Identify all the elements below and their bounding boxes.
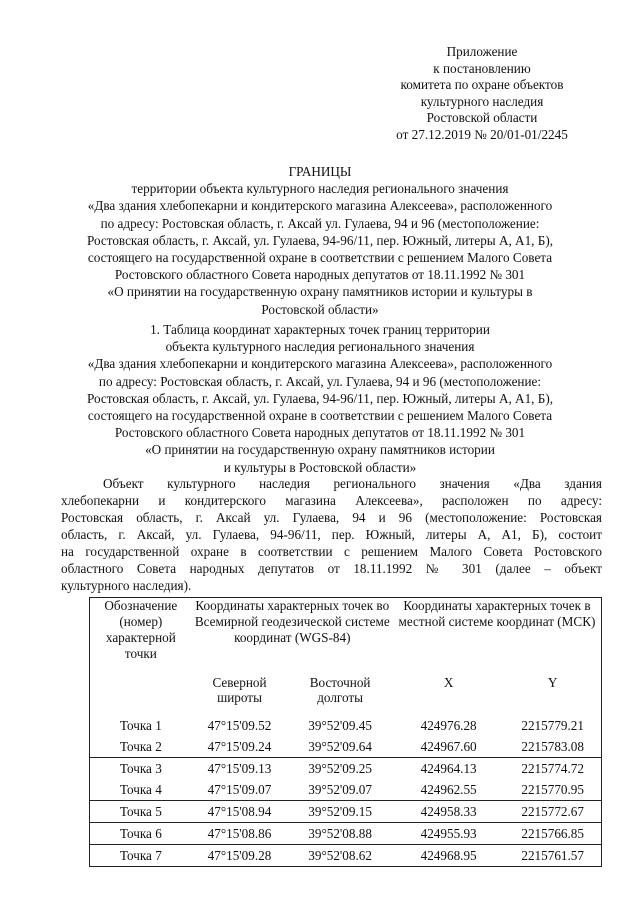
cell-lat: 47°15'08.86 [192,823,288,845]
appendix-line: к постановлению [433,60,531,76]
title-line: «Два здания хлебопекарни и кондитерского магазина Алексеева», расположенного [87,198,553,214]
header-point: Обозначение (номер) характерной точки [90,598,192,676]
cell-point: Точка 6 [90,823,192,845]
table-title-line: «О принятии на государственную охрану памятников истории [145,442,495,458]
cell-x: 424968.95 [393,845,504,867]
table-title-line: Ростовского областного Совета народных депутатов от 18.11.1992 № 301 [114,425,526,441]
cell-x: 424955.93 [393,823,504,845]
appendix-line: комитета по охране объектов [400,77,564,93]
cell-lat: 47°15'09.52 [207,718,272,733]
table-title-line: объекта культурного наследия регионального значения [165,339,475,355]
table-row [90,758,602,780]
cell-x: 424967.60 [420,739,477,754]
table-row [90,801,602,823]
cell-x: 424958.33 [393,801,504,823]
header-msk: Координаты характерных точек в местной системе координат (МСК) [393,598,602,676]
header-point-empty [90,675,192,715]
cell-lon: 39°52'09.25 [287,758,393,780]
cell-x: 424976.28 [420,718,477,733]
table-row [90,736,602,758]
title-line: «О принятии на государственную охрану памятников истории и культуры в [107,284,533,300]
cell-point: Точка 1 [90,715,192,736]
header-x: X [443,675,454,690]
appendix-line: Ростовской области [426,110,538,126]
header-wgs: Координаты характерных точек во Всемирной геодезической системе координат (WGS-84) [192,598,393,676]
title-line: состоящего на государственной охране в соответствии с решением Малого Совета [87,250,553,266]
cell-point: Точка 4 [90,779,192,801]
paragraph-line: область, г. Аксай, ул. Гулаева, 94-96/11, пер. Южный, литеры А, А1, Б), состоит [61,527,602,542]
cell-y: 2215766.85 [504,823,601,845]
cell-point: Точка 3 [90,758,192,780]
cell-y: 2215772.67 [504,801,601,823]
cell-lat: 47°15'08.94 [192,801,288,823]
coordinates-table [89,597,602,867]
appendix-line: от 27.12.2019 № 20/01-01/2245 [396,126,568,142]
title-line: Ростовская область, г. Аксай, ул. Гулаева, 94-96/11, пер. Южный, литеры А, А1, Б), [86,232,554,248]
title-line: по адресу: Ростовская область, г. Аксай ул. Гулаева, 94 и 96 (местоположение: [100,215,540,231]
cell-lat: 47°15'09.13 [192,758,288,780]
table-title [40,321,600,476]
paragraph-line: Объект культурного наследия регионального значения «Два здания [103,476,602,491]
header-lat: Северной широты [212,675,267,705]
paragraph-line: хлебопекарни и кондитерского магазина Алексеева», расположен по адресу: [61,493,602,508]
table-title-line: 1. Таблица координат характерных точек границ территории [150,322,490,337]
paragraph-line: Ростовская область, г. Аксай ул. Гулаева, 94 и 96 (местоположение: Ростовская [61,510,602,525]
paragraph-line: областного Совета народных депутатов от 18.11.1992 № 301 (далее – объект [61,561,602,576]
paragraph-line: культурного наследия). [61,578,192,593]
table-title-line: состоящего на государственной охране в соответствии с решением Малого Совета [87,408,553,424]
table-row [90,715,602,736]
cell-lat: 47°15'09.28 [192,845,288,867]
cell-lon: 39°52'08.62 [287,845,393,867]
cell-point: Точка 7 [90,845,192,867]
title-heading: ГРАНИЦЫ [288,164,352,179]
cell-x: 424964.13 [393,758,504,780]
title-line: Ростовской области» [261,301,379,317]
paragraph-line: на государственной охране в соответствии с решением Малого Совета Ростовского [61,544,602,559]
cell-lat: 47°15'09.07 [207,782,272,797]
appendix-line: культурного наследия [420,93,544,109]
table-title-line: «Два здания хлебопекарни и кондитерского магазина Алексеева», расположенного [87,356,553,372]
appendix-block [362,44,602,144]
table-row [90,779,602,801]
document-title [40,163,600,318]
table-header-row [90,598,602,676]
table-subheader-row [90,675,602,715]
cell-y: 2215774.72 [504,758,601,780]
cell-y: 2215783.08 [504,736,601,758]
table-row [90,823,602,845]
cell-y: 2215779.21 [504,715,601,736]
table-title-line: и культуры в Ростовской области» [223,459,417,475]
title-line: территории объекта культурного наследия регионального значения [131,181,509,197]
title-line: Ростовского областного Совета народных депутатов от 18.11.1992 № 301 [114,267,526,283]
table-title-line: Ростовская область, г. Аксай, ул. Гулаева, 94-96/11, пер. Южный, литеры А, А1, Б), [86,390,554,406]
header-lon: Восточной долготы [309,675,371,705]
appendix-line: Приложение [446,44,518,59]
description-paragraph [61,475,602,594]
cell-lon: 39°52'09.45 [308,718,372,733]
cell-x: 424962.55 [420,782,477,797]
cell-y: 2215770.95 [504,779,601,801]
cell-lon: 39°52'09.07 [308,782,372,797]
cell-lon: 39°52'09.15 [287,801,393,823]
cell-lon: 39°52'08.88 [287,823,393,845]
cell-lat: 47°15'09.24 [207,739,272,754]
table-title-line: по адресу: Ростовская область, г. Аксай, ул. Гулаева, 94 и 96 (местоположение: [98,373,542,389]
cell-lon: 39°52'09.64 [308,739,372,754]
header-y: Y [504,675,601,715]
table-row [90,845,602,867]
cell-y: 2215761.57 [504,845,601,867]
cell-point: Точка 5 [90,801,192,823]
cell-point: Точка 2 [90,736,192,758]
